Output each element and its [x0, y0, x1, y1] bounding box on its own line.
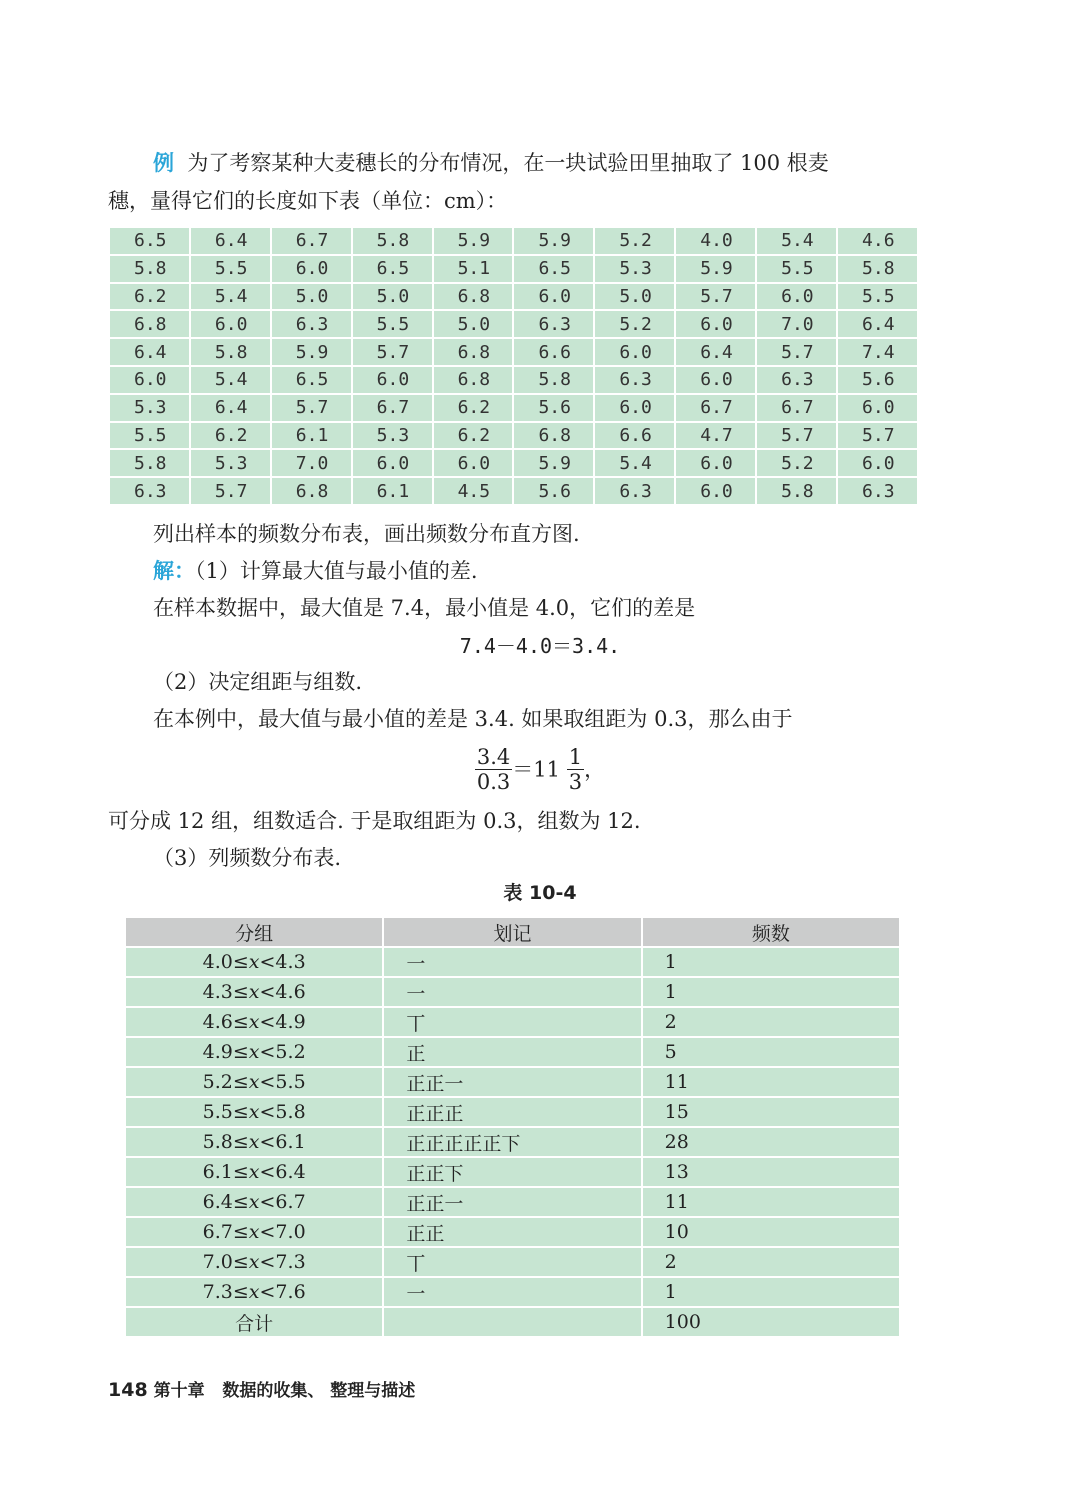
chapter-title: 数据的收集、 整理与描述 [222, 1381, 416, 1401]
data-cell: 5.3 [190, 449, 271, 477]
data-cell: 7.4 [837, 338, 918, 366]
solution-label: 解： [153, 559, 195, 583]
data-row [109, 366, 918, 394]
frequency-table-header [125, 917, 900, 947]
barley-data-table [108, 226, 919, 506]
data-cell: 6.7 [271, 227, 352, 255]
step-2-title: （2）决定组距与组数. [153, 670, 363, 694]
data-cell: 5.8 [513, 366, 594, 394]
data-row [109, 227, 918, 255]
count-cell: 2 [642, 1007, 900, 1037]
count-cell: 13 [642, 1157, 900, 1187]
count-cell: 10 [642, 1217, 900, 1247]
tally-cell: 正正一 [383, 1187, 641, 1217]
data-cell: 5.5 [756, 255, 837, 283]
fraction-denominator: 0.3 [476, 770, 511, 794]
data-row [109, 477, 918, 505]
data-cell: 5.9 [513, 449, 594, 477]
page-footer [108, 1376, 415, 1401]
frequency-row [125, 1277, 900, 1307]
data-cell: 4.5 [433, 477, 514, 505]
count-cell: 100 [642, 1307, 900, 1337]
mixed-denominator: 3 [568, 770, 583, 794]
count-cell: 1 [642, 1277, 900, 1307]
mixed-fraction [567, 745, 584, 794]
data-cell: 5.7 [352, 338, 433, 366]
group-cell: 7.0≤x<7.3 [125, 1247, 383, 1277]
data-cell: 6.0 [837, 449, 918, 477]
data-cell: 5.0 [594, 283, 675, 311]
tally-cell: 丅 [383, 1247, 641, 1277]
data-cell: 7.0 [271, 449, 352, 477]
data-cell: 6.7 [675, 394, 756, 422]
example-label: 例 [153, 151, 174, 175]
group-cell: 4.0≤x<4.3 [125, 947, 383, 977]
tally-cell: 一 [383, 1277, 641, 1307]
header-tally: 划记 [383, 917, 641, 947]
fraction-formula [0, 744, 1080, 794]
data-cell: 6.0 [433, 449, 514, 477]
frequency-row [125, 1127, 900, 1157]
data-cell: 6.8 [433, 338, 514, 366]
data-cell: 6.5 [513, 255, 594, 283]
data-cell: 6.0 [513, 283, 594, 311]
data-cell: 6.2 [190, 422, 271, 450]
fraction-tail: ， [584, 757, 606, 782]
data-cell: 5.3 [109, 394, 190, 422]
data-cell: 6.4 [109, 338, 190, 366]
tally-cell: 正 [383, 1037, 641, 1067]
step-3-title: （3）列频数分布表. [153, 846, 342, 870]
data-cell: 6.4 [190, 394, 271, 422]
data-cell: 6.0 [352, 449, 433, 477]
count-cell: 11 [642, 1187, 900, 1217]
tally-cell: 一 [383, 947, 641, 977]
count-cell: 28 [642, 1127, 900, 1157]
data-cell: 6.7 [756, 394, 837, 422]
data-cell: 6.8 [109, 310, 190, 338]
frequency-row [125, 1247, 900, 1277]
count-cell: 15 [642, 1097, 900, 1127]
data-cell: 6.0 [594, 338, 675, 366]
count-cell: 1 [642, 947, 900, 977]
data-cell: 6.0 [675, 477, 756, 505]
data-cell: 6.6 [594, 422, 675, 450]
group-cell: 6.1≤x<6.4 [125, 1157, 383, 1187]
data-cell: 7.0 [756, 310, 837, 338]
data-cell: 4.7 [675, 422, 756, 450]
chapter-label: 第十章 [153, 1381, 205, 1401]
data-cell: 5.3 [352, 422, 433, 450]
fraction-numerator: 3.4 [476, 745, 511, 769]
step-1-formula: 7.4－4.0＝3.4. [459, 634, 621, 658]
data-cell: 5.6 [513, 394, 594, 422]
tally-cell: 一 [383, 977, 641, 1007]
group-cell: 6.7≤x<7.0 [125, 1217, 383, 1247]
data-cell: 5.9 [433, 227, 514, 255]
data-cell: 6.0 [756, 283, 837, 311]
data-cell: 5.6 [837, 366, 918, 394]
data-row [109, 449, 918, 477]
step-2-result: 可分成 12 组，组数适合. 于是取组距为 0.3，组数为 12. [108, 809, 641, 833]
frequency-row [125, 1097, 900, 1127]
data-cell: 5.8 [109, 449, 190, 477]
tally-cell: 正正正正正下 [383, 1127, 641, 1157]
frequency-row [125, 1007, 900, 1037]
data-cell: 6.0 [837, 394, 918, 422]
group-cell: 6.4≤x<6.7 [125, 1187, 383, 1217]
fraction [475, 745, 512, 794]
data-cell: 5.5 [109, 422, 190, 450]
data-cell: 5.5 [837, 283, 918, 311]
data-cell: 5.8 [109, 255, 190, 283]
data-cell: 5.0 [352, 283, 433, 311]
data-cell: 6.3 [756, 366, 837, 394]
data-cell: 6.1 [352, 477, 433, 505]
step-1-title: （1）计算最大值与最小值的差. [195, 559, 478, 583]
data-cell: 5.9 [271, 338, 352, 366]
page-number: 148 [108, 1379, 148, 1401]
data-cell: 6.8 [433, 366, 514, 394]
data-cell: 6.8 [513, 422, 594, 450]
data-cell: 6.3 [837, 477, 918, 505]
data-cell: 5.5 [352, 310, 433, 338]
data-cell: 5.0 [271, 283, 352, 311]
group-cell: 5.5≤x<5.8 [125, 1097, 383, 1127]
task-text: 列出样本的频数分布表，画出频数分布直方图. [153, 522, 580, 546]
group-cell: 合计 [125, 1307, 383, 1337]
data-cell: 5.3 [594, 255, 675, 283]
tally-cell [383, 1307, 641, 1337]
count-cell: 2 [642, 1247, 900, 1277]
tally-cell: 丅 [383, 1007, 641, 1037]
data-cell: 5.7 [271, 394, 352, 422]
group-cell: 4.3≤x<4.6 [125, 977, 383, 1007]
frequency-row [125, 1067, 900, 1097]
data-cell: 6.6 [513, 338, 594, 366]
data-cell: 6.0 [675, 366, 756, 394]
data-cell: 6.1 [271, 422, 352, 450]
tally-cell: 正正下 [383, 1157, 641, 1187]
data-cell: 6.4 [837, 310, 918, 338]
frequency-row [125, 977, 900, 1007]
data-row [109, 394, 918, 422]
data-cell: 5.5 [190, 255, 271, 283]
data-cell: 6.0 [594, 394, 675, 422]
data-cell: 5.6 [513, 477, 594, 505]
data-cell: 6.2 [433, 394, 514, 422]
frequency-row [125, 1157, 900, 1187]
data-cell: 5.2 [756, 449, 837, 477]
data-cell: 6.8 [433, 283, 514, 311]
data-cell: 5.7 [756, 338, 837, 366]
data-cell: 5.7 [675, 283, 756, 311]
header-count: 频数 [642, 917, 900, 947]
data-cell: 6.2 [433, 422, 514, 450]
fraction-equals: ＝11 [512, 757, 561, 782]
data-cell: 5.7 [756, 422, 837, 450]
data-cell: 5.4 [190, 283, 271, 311]
data-cell: 6.5 [109, 227, 190, 255]
solution-step-1 [153, 553, 923, 589]
data-cell: 6.0 [675, 449, 756, 477]
data-cell: 6.4 [190, 227, 271, 255]
data-cell: 5.7 [837, 422, 918, 450]
data-cell: 6.0 [271, 255, 352, 283]
frequency-table [124, 916, 901, 1338]
data-cell: 6.2 [109, 283, 190, 311]
data-cell: 6.0 [190, 310, 271, 338]
data-cell: 5.4 [190, 366, 271, 394]
data-row [109, 255, 918, 283]
data-cell: 5.8 [837, 255, 918, 283]
data-cell: 6.4 [675, 338, 756, 366]
header-group: 分组 [125, 917, 383, 947]
data-row [109, 283, 918, 311]
data-cell: 6.0 [109, 366, 190, 394]
tally-cell: 正正 [383, 1217, 641, 1247]
example-line-1 [153, 145, 923, 181]
tally-cell: 正正一 [383, 1067, 641, 1097]
data-cell: 6.0 [352, 366, 433, 394]
group-cell: 4.6≤x<4.9 [125, 1007, 383, 1037]
data-cell: 5.2 [594, 310, 675, 338]
data-row [109, 338, 918, 366]
group-cell: 5.8≤x<6.1 [125, 1127, 383, 1157]
data-cell: 5.4 [756, 227, 837, 255]
data-cell: 5.8 [756, 477, 837, 505]
data-cell: 5.2 [594, 227, 675, 255]
data-cell: 5.9 [513, 227, 594, 255]
data-cell: 6.3 [594, 366, 675, 394]
data-cell: 5.9 [675, 255, 756, 283]
data-cell: 5.7 [190, 477, 271, 505]
data-cell: 6.0 [675, 310, 756, 338]
data-cell: 6.5 [271, 366, 352, 394]
data-cell: 5.4 [594, 449, 675, 477]
example-text-1: 为了考察某种大麦穗长的分布情况，在一块试验田里抽取了 100 根麦 [187, 151, 829, 175]
data-cell: 6.8 [271, 477, 352, 505]
frequency-row [125, 947, 900, 977]
data-cell: 4.6 [837, 227, 918, 255]
step-1-text: 在样本数据中，最大值是 7.4，最小值是 4.0，它们的差是 [153, 596, 696, 620]
data-cell: 5.1 [433, 255, 514, 283]
data-row [109, 422, 918, 450]
data-cell: 6.3 [271, 310, 352, 338]
total-row [125, 1307, 900, 1337]
example-line-2: 穗，量得它们的长度如下表（单位：cm）： [108, 189, 508, 213]
group-cell: 5.2≤x<5.5 [125, 1067, 383, 1097]
group-cell: 4.9≤x<5.2 [125, 1037, 383, 1067]
data-cell: 5.8 [190, 338, 271, 366]
count-cell: 1 [642, 977, 900, 1007]
data-cell: 5.8 [352, 227, 433, 255]
group-cell: 7.3≤x<7.6 [125, 1277, 383, 1307]
mixed-numerator: 1 [568, 745, 583, 769]
data-cell: 6.7 [352, 394, 433, 422]
data-cell: 4.0 [675, 227, 756, 255]
data-cell: 6.3 [594, 477, 675, 505]
frequency-row [125, 1187, 900, 1217]
count-cell: 11 [642, 1067, 900, 1097]
data-cell: 6.3 [109, 477, 190, 505]
data-row [109, 310, 918, 338]
frequency-row [125, 1217, 900, 1247]
table-caption: 表 10-4 [503, 882, 577, 904]
tally-cell: 正正正 [383, 1097, 641, 1127]
frequency-row [125, 1037, 900, 1067]
step-2-text: 在本例中，最大值与最小值的差是 3.4. 如果取组距为 0.3，那么由于 [153, 707, 793, 731]
data-cell: 6.3 [513, 310, 594, 338]
data-cell: 5.0 [433, 310, 514, 338]
data-cell: 6.5 [352, 255, 433, 283]
count-cell: 5 [642, 1037, 900, 1067]
